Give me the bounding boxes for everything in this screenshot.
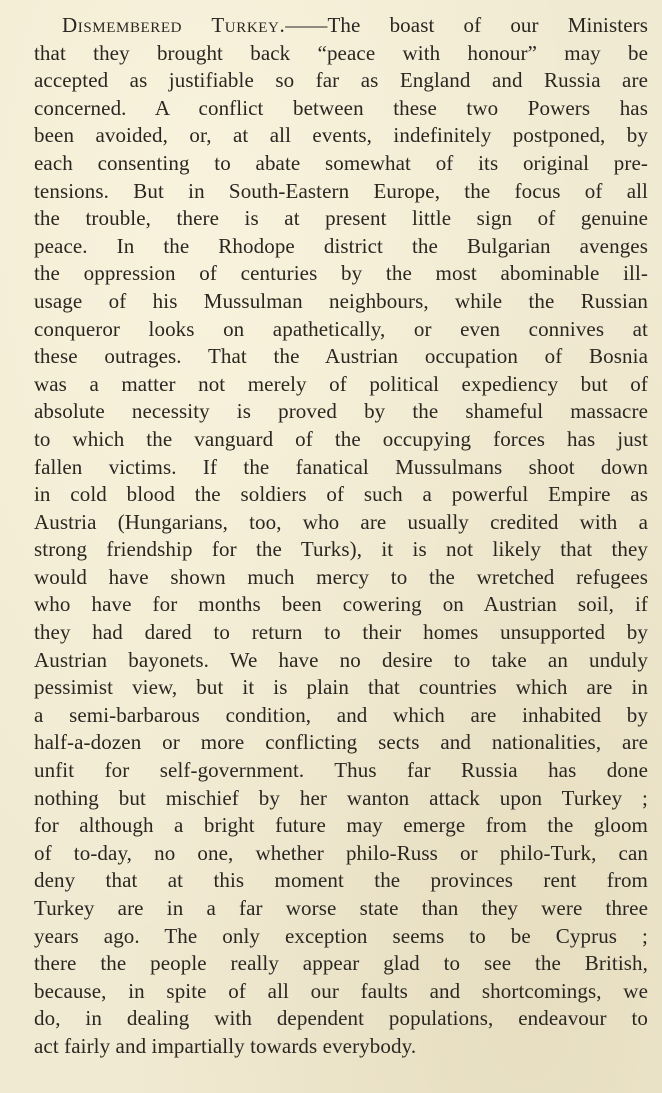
article-line: would have shown much mercy to the wretched refugees (34, 564, 648, 589)
article-line: usage of his Mussulman neighbours, while the Russian (34, 288, 648, 313)
article-line: who have for months been cowering on Austrian soil, if (34, 592, 648, 617)
article-line: a semi-barbarous condition, and which are inhabited by (34, 702, 648, 727)
article-line: to which the vanguard of the occupying forces has just (34, 426, 648, 451)
article-line: that they brought back “peace with honour” may be (34, 40, 648, 65)
article-line: because, in spite of all our faults and shortcomings, we (34, 978, 648, 1003)
article-first-line (34, 12, 648, 40)
article-line: there the people really appear glad to see the British, (34, 951, 648, 976)
article-line: strong friendship for the Turks), it is not likely that they (34, 537, 648, 562)
article-last-line: act fairly and impartially towards everybody. (34, 1033, 417, 1058)
article-line: nothing but mischief by her wanton attack upon Turkey ; (34, 785, 648, 810)
article-line: these outrages. That the Austrian occupation of Bosnia (34, 344, 648, 369)
article-line: in cold blood the soldiers of such a powerful Empire as (34, 482, 648, 507)
article-first-line-text: ——The boast of our Ministers (285, 13, 648, 37)
article-line: fallen victims. If the fanatical Mussulmans shoot down (34, 454, 648, 479)
article-line: was a matter not merely of political expediency but of (34, 371, 648, 396)
article-line: been avoided, or, at all events, indefinitely postponed, by (34, 123, 648, 148)
article-line: absolute necessity is proved by the shameful massacre (34, 399, 648, 424)
article-line: for although a bright future may emerge from the gloom (34, 813, 648, 838)
article-line: half-a-dozen or more conflicting sects and nationalities, are (34, 730, 648, 755)
article-line: of to-day, no one, whether philo-Russ or philo-Turk, can (34, 840, 648, 865)
article-line: pessimist view, but it is plain that countries which are in (34, 675, 648, 700)
article-line: conqueror looks on apathetically, or even connives at (34, 316, 648, 341)
article-line: the oppression of centuries by the most abominable ill- (34, 261, 648, 286)
article-line: each consenting to abate somewhat of its original pre- (34, 150, 648, 175)
article-body (34, 12, 648, 1061)
article-line: the trouble, there is at present little sign of genuine (34, 206, 648, 231)
article-line: accepted as justifiable so far as England and Russia are (34, 68, 648, 93)
article-line: peace. In the Rhodope district the Bulgarian avenges (34, 233, 648, 258)
article-line: Austria (Hungarians, too, who are usually credited with a (34, 509, 648, 534)
article-line: do, in dealing with dependent populations, endeavour to (34, 1006, 648, 1031)
article-line: Turkey are in a far worse state than they were three (34, 896, 648, 920)
article-line: deny that at this moment the provinces rent from (34, 868, 648, 893)
article-line: unfit for self-government. Thus far Russia has done (34, 758, 648, 783)
article-line: tensions. But in South-Eastern Europe, the focus of all (34, 178, 648, 203)
article-line: concerned. A conflict between these two Powers has (34, 95, 648, 120)
article-line: they had dared to return to their homes unsupported by (34, 620, 648, 645)
article-heading: Dismembered Turkey. (62, 13, 286, 37)
article-line: Austrian bayonets. We have no desire to take an unduly (34, 647, 648, 672)
article-line: years ago. The only exception seems to be Cyprus ; (34, 923, 648, 948)
